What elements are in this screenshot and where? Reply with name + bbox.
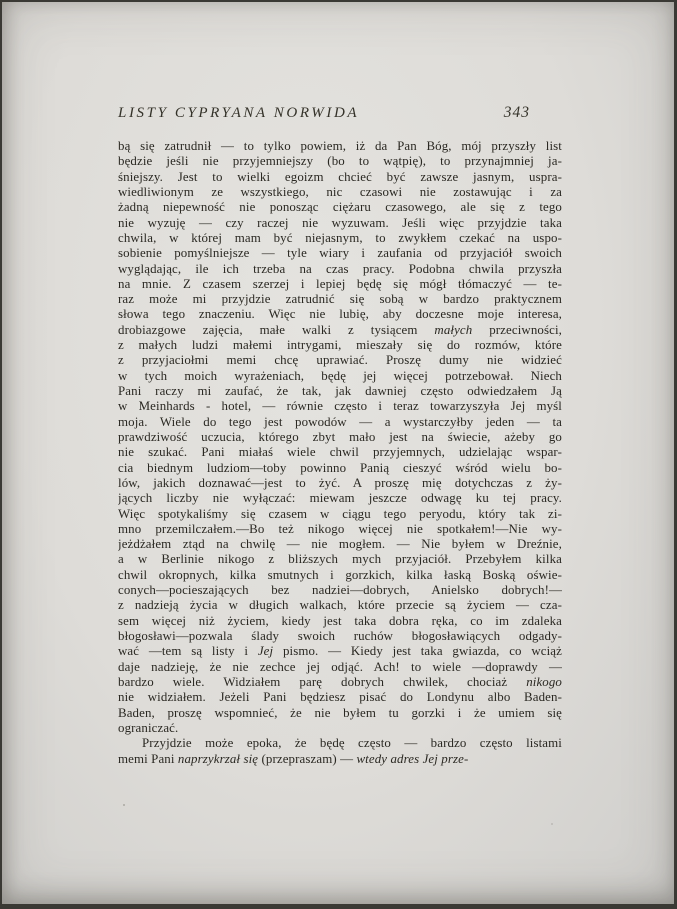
text-line [118, 568, 562, 583]
running-title: LISTY CYPRYANA NORWIDA [118, 105, 360, 121]
page-header [118, 104, 562, 122]
text-run: jeżdżałem ztąd na chwilę — nie mogłem. — Nie byłem w Dreźnie, [118, 537, 562, 552]
text-line [118, 246, 562, 261]
text-line [118, 231, 562, 246]
text-line [118, 170, 562, 185]
text-run: z nadzieją życia w długich walkach, które przecie są życiem — cza- [118, 598, 562, 613]
text-run: lów, jakich doznawać—jest to żyć. A proszę mię dotychczas z ży- [118, 475, 562, 490]
text-run: z małych ludzi małemi intrygami, mieszały się do rozmów, które [118, 338, 562, 353]
text-line [118, 660, 562, 675]
text-line [118, 185, 562, 200]
text-run: drobiazgowe zajęcia, małe walki z tysiącem [118, 322, 435, 337]
text-run: słowa tego znaczeniu. Więc nie lubię, aby doczesne moje interesa, [118, 307, 562, 322]
text-run: sem więcej niż życiem, kiedy jest taka dobra ręka, co im zdaleka [118, 613, 562, 628]
text-run: sobienie pomyślniejsze — tyle wiary i zaufania od przyjaciół swoich [118, 246, 562, 261]
text-run: przeciwności, [472, 322, 562, 337]
text-line [118, 476, 562, 491]
text-line [118, 353, 562, 368]
text-run: z przyjaciołmi memi chcę uprawiać. Proszę dumy nie widzieć [118, 353, 562, 368]
text-line [118, 690, 562, 705]
scan-speck [551, 823, 553, 825]
text-run: wać —tem są listy i [118, 644, 258, 659]
text-line [118, 445, 562, 460]
text-line [118, 384, 562, 399]
text-run: daje nadzieję, że nie zechce jej odjąć. Ach! to wiele —doprawdy — [118, 659, 562, 674]
text-line [118, 552, 562, 567]
text-run: raz może mi przyjdzie zatrudnić się sobą w bardzo praktycznem [118, 292, 562, 307]
italic-run: Jej [257, 644, 274, 659]
italic-run: wtedy adres Jej prze- [356, 751, 469, 766]
text-run: w Meinhards - hotel, — równie często i teraz towarzyszyła Jej myśl [118, 399, 562, 414]
text-run: wyglądając, ile ich trzeba na czas pracy. Podobna chwila przyszła [118, 261, 562, 276]
text-line [118, 154, 562, 169]
text-line [118, 139, 562, 154]
text-line [118, 307, 562, 322]
text-run: mno przemilczałem.—Bo też nikogo więcej nie spotkałem!—Nie wy- [118, 521, 562, 536]
text-line [118, 216, 562, 231]
text-run: a w Berlinie nikogo z bliższych mych przyjaciół. Przebyłem kilka [118, 552, 562, 567]
text-run: chwil okropnych, kilka smutnych i gorzkich, kilka łaską Boską oświe- [118, 567, 562, 582]
text-line [118, 721, 562, 736]
text-line [118, 583, 562, 598]
text-line [118, 629, 562, 644]
text-block [118, 139, 562, 767]
text-line [118, 277, 562, 292]
text-run: moja. Wiele do tego jest powodów — a wystarczyłby jeden — ta [118, 414, 562, 429]
text-run: nie widziałem. Jeżeli Pani będziesz pisać do Londynu albo Baden- [118, 690, 562, 705]
text-run: pismo. — Kiedy jest taka gwiazda, co wciąż [273, 644, 562, 659]
text-run: cia biednym ludziom—toby powinno Panią cieszyć wśród wielu bo- [118, 460, 562, 475]
text-line [118, 752, 562, 767]
text-line [118, 292, 562, 307]
scan-speck [123, 804, 125, 806]
italic-run: naprzykrzał się [177, 751, 259, 766]
text-run: chwila, w której mam być niejasnym, to zwykłem czekać na uspo- [118, 230, 562, 245]
text-line [118, 522, 562, 537]
text-run: Więc spotykaliśmy się czasem w ciągu tego peryodu, który tak zi- [118, 506, 562, 521]
text-run: Przyjdzie może epoka, że będę często — bardzo często listami [142, 736, 562, 751]
text-line [118, 262, 562, 277]
text-run: conych—pocieszających bez nadziei—dobrych, Anielsko dobrych!— [118, 583, 562, 598]
text-line [118, 706, 562, 721]
text-run: jących liczby nie wyłączać: miewam jeszcze odwagę ku tej pracy. [118, 491, 562, 506]
text-line [118, 644, 562, 659]
text-run: Baden, proszę wspomnieć, że nie byłem tu gorzki i że umiem się [118, 705, 562, 720]
text-run: prawdziwość uczucia, którego zbyt mało jest na świecie, ażeby go [118, 429, 562, 444]
italic-run: nikogo [526, 674, 562, 689]
text-run: ograniczać. [118, 720, 179, 735]
text-line [118, 338, 562, 353]
text-line [118, 369, 562, 384]
text-line [118, 461, 562, 476]
text-run: bardzo wiele. Widziałem parę dobrych chwilek, chociaż [118, 674, 527, 689]
italic-run: małych [434, 322, 473, 337]
text-line [118, 614, 562, 629]
text-line [118, 399, 562, 414]
text-line [118, 430, 562, 445]
text-run: memi Pani [118, 751, 178, 766]
text-run: nie wyzuję — czy raczej nie wyzuwam. Jeśli więc przyjdzie taka [118, 215, 562, 230]
text-run: nie szukać. Pani miałaś wiele chwil przyjemnych, udzielając wspar- [118, 445, 562, 460]
text-line [118, 491, 562, 506]
text-line [118, 598, 562, 613]
text-run: Pani raczy mi zaufać, że tak, jak dawniej często odwiedzałem Ją [118, 384, 562, 398]
text-run: błogosławi—pozwala ślady swoich ruchów błogosławiących odgady- [118, 629, 562, 643]
text-line [118, 415, 562, 430]
text-run: śniejszy. Jest to wielki egoizm chcieć być zawsze jasnym, uspra- [118, 169, 562, 184]
text-line [118, 200, 562, 215]
text-run: żadną niepewność nie ponosząc ciężaru czasowego, ale się z tego [118, 200, 562, 215]
text-run: (przepraszam) — [258, 751, 357, 766]
text-line [118, 537, 562, 552]
text-line [118, 507, 562, 522]
text-line [118, 323, 562, 338]
text-run: na mnie. Z czasem szerzej i lepiej będę się mógł tłómaczyć — te- [118, 276, 562, 291]
text-line [118, 675, 562, 690]
page-number: 343 [503, 104, 530, 121]
text-run: w tych moich wyrażeniach, będę jej więcej potrzebował. Niech [118, 368, 562, 383]
text-run: będzie jeśli nie przyjemniejszy (bo to wątpię), to przynajmniej ja- [118, 154, 562, 169]
text-line [118, 736, 562, 751]
text-run: wiedliwionym ze wszystkiego, nic czasowi nie zostawując i za [118, 184, 562, 199]
text-run: bą się zatrudnił — to tylko powiem, iż da Pan Bóg, mój przyszły list [118, 139, 562, 153]
